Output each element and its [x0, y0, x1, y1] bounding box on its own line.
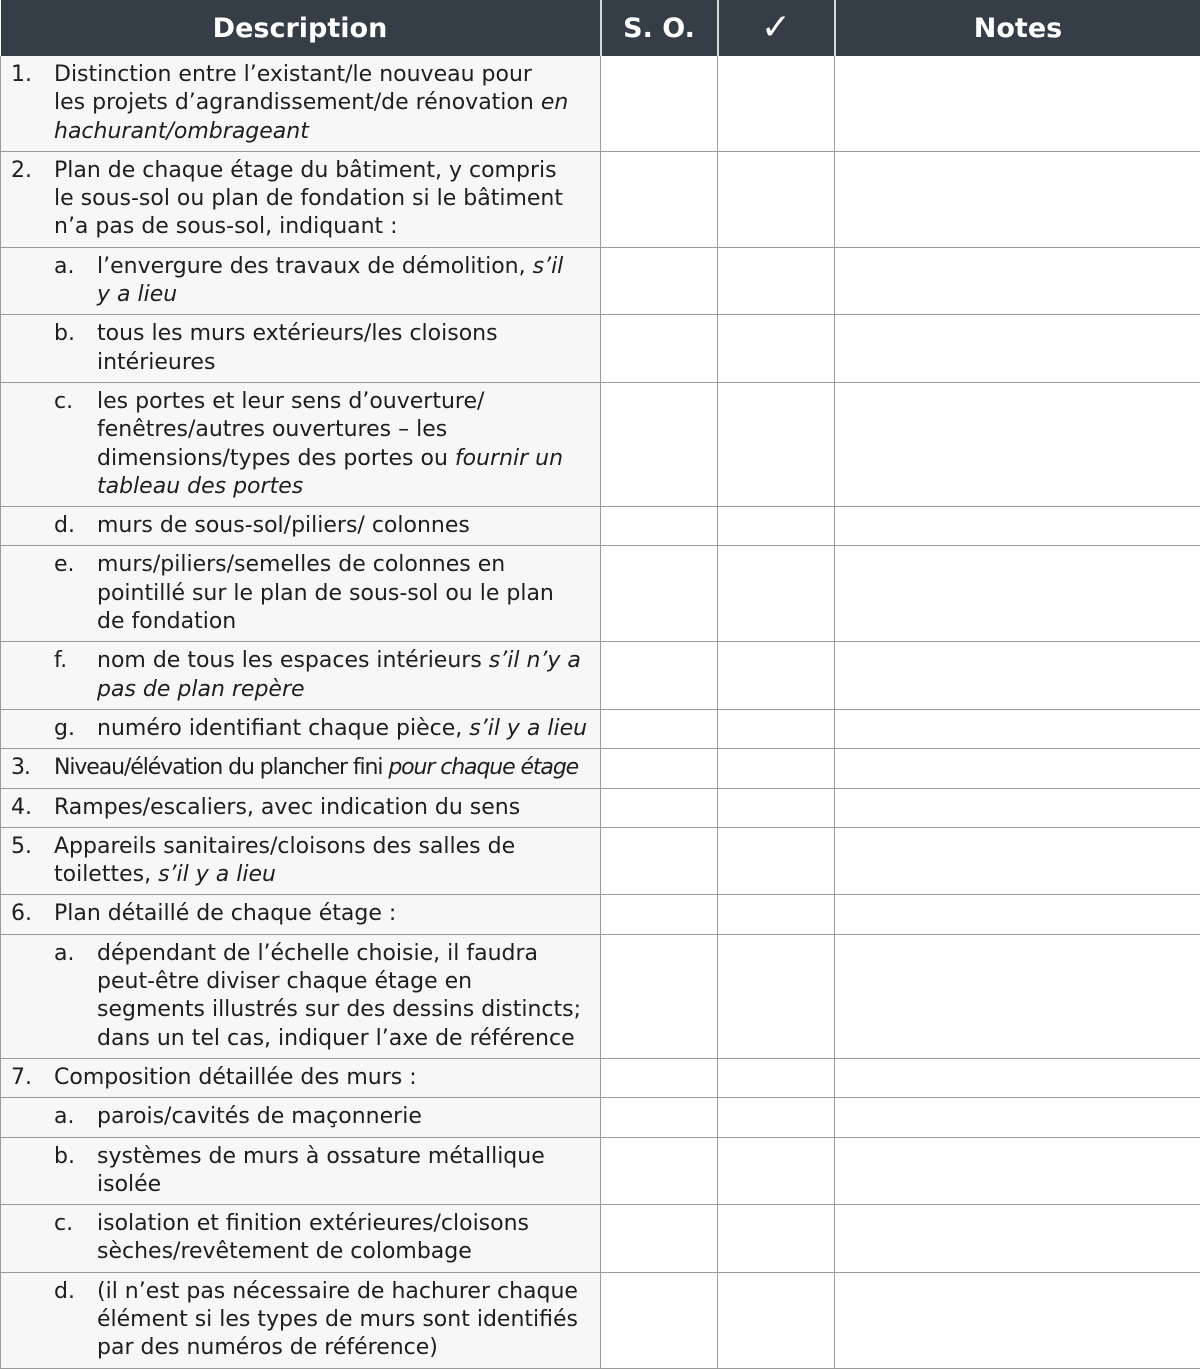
item-text-line [97, 1171, 594, 1199]
item-number: f. [1, 647, 97, 704]
check-cell[interactable] [718, 1205, 835, 1273]
item-text-line [54, 900, 594, 928]
item-text-line [54, 118, 594, 146]
description-cell [1, 827, 601, 895]
text-segment: nom de tous les espaces intérieurs [97, 648, 489, 673]
text-segment: par des numéros de référence) [97, 1335, 438, 1360]
item-text-line [97, 416, 594, 444]
item-text-line [97, 512, 594, 540]
item-text [97, 647, 594, 704]
checklist-item [1, 833, 594, 890]
checklist-item [1, 253, 594, 310]
description-cell [1, 546, 601, 642]
description-cell [1, 315, 601, 383]
item-text-line [54, 861, 594, 889]
notes-cell[interactable] [835, 315, 1200, 383]
item-text-line [97, 388, 594, 416]
italic-text-segment: s’il n’y a [489, 648, 581, 673]
item-number: 3. [1, 754, 54, 782]
description-cell [1, 1098, 601, 1137]
item-text [54, 1064, 594, 1092]
item-text [54, 794, 594, 822]
item-text-line [97, 715, 594, 743]
text-segment: Plan de chaque étage du bâtiment, y compris [54, 158, 557, 183]
text-segment: pointillé sur le plan de sous-sol ou le plan [97, 581, 554, 606]
notes-cell[interactable] [835, 1098, 1200, 1137]
checklist-item [1, 1103, 594, 1131]
check-cell[interactable] [718, 56, 835, 151]
item-text-line [97, 647, 594, 675]
item-text [97, 388, 594, 501]
notes-cell[interactable] [835, 247, 1200, 315]
item-text-line [54, 754, 594, 782]
item-number: 2. [1, 157, 54, 242]
so-cell[interactable] [601, 709, 718, 748]
text-segment: tous les murs extérieurs/les cloisons [97, 321, 498, 346]
notes-cell[interactable] [835, 749, 1200, 788]
italic-text-segment: pas de plan repère [97, 677, 305, 702]
item-text [97, 940, 594, 1053]
table-row [1, 247, 1200, 315]
text-segment: les projets d’agrandissement/de rénovation [54, 90, 541, 115]
notes-cell[interactable] [835, 709, 1200, 748]
item-text [54, 754, 594, 782]
item-text-line [54, 185, 594, 213]
table-row [1, 709, 1200, 748]
notes-cell[interactable] [835, 1137, 1200, 1205]
so-cell[interactable] [601, 1137, 718, 1205]
table-row [1, 1058, 1200, 1097]
item-text [54, 157, 594, 242]
table-row [1, 788, 1200, 827]
text-segment: murs/piliers/semelles de colonnes en [97, 552, 505, 577]
table-row [1, 151, 1200, 247]
item-text [97, 512, 594, 540]
table-row [1, 934, 1200, 1058]
item-text-line [97, 1143, 594, 1171]
text-segment: dimensions/types des portes ou [97, 446, 455, 471]
italic-text-segment: tableau des portes [97, 474, 303, 499]
notes-cell[interactable] [835, 151, 1200, 247]
item-number: d. [1, 512, 97, 540]
description-cell [1, 247, 601, 315]
so-cell[interactable] [601, 1098, 718, 1137]
item-text [97, 320, 594, 377]
text-segment: dans un tel cas, indiquer l’axe de référence [97, 1026, 575, 1051]
text-segment: sèches/revêtement de colombage [97, 1239, 472, 1264]
text-segment: peut-être diviser chaque étage en [97, 969, 472, 994]
check-cell[interactable] [718, 1272, 835, 1368]
table-row [1, 642, 1200, 710]
item-number: b. [1, 320, 97, 377]
item-number: e. [1, 551, 97, 636]
item-number: g. [1, 715, 97, 743]
item-number: 1. [1, 61, 54, 146]
description-cell [1, 709, 601, 748]
item-number: 6. [1, 900, 54, 928]
italic-text-segment: en [541, 90, 568, 115]
checklist-item [1, 647, 594, 704]
text-segment: Rampes/escaliers, avec indication du sens [54, 795, 520, 820]
item-text [54, 900, 594, 928]
check-cell[interactable] [718, 382, 835, 506]
item-text [97, 1210, 594, 1267]
so-cell[interactable] [601, 247, 718, 315]
item-text-line [97, 608, 594, 636]
check-cell[interactable] [718, 546, 835, 642]
item-text [97, 1278, 594, 1363]
checklist-item [1, 512, 594, 540]
checklist-item [1, 715, 594, 743]
text-segment: systèmes de murs à ossature métallique [97, 1144, 545, 1169]
check-cell[interactable] [718, 1058, 835, 1097]
table-row [1, 895, 1200, 934]
table-row [1, 507, 1200, 546]
item-number: 4. [1, 794, 54, 822]
item-number: a. [1, 253, 97, 310]
check-cell[interactable] [718, 1098, 835, 1137]
so-cell[interactable] [601, 507, 718, 546]
text-segment: élément si les types de murs sont identifiés [97, 1307, 578, 1332]
item-text-line [97, 1103, 594, 1131]
table-row [1, 1137, 1200, 1205]
item-number: 5. [1, 833, 54, 890]
column-header-description: Description [1, 0, 601, 56]
item-number: d. [1, 1278, 97, 1363]
item-text-line [54, 213, 594, 241]
item-text [97, 715, 594, 743]
text-segment: dépendant de l’échelle choisie, il faudra [97, 941, 538, 966]
text-segment: Distinction entre l’existant/le nouveau pour [54, 62, 532, 87]
so-cell[interactable] [601, 315, 718, 383]
column-header-so: S. O. [601, 0, 718, 56]
item-text-line [97, 1025, 594, 1053]
so-cell[interactable] [601, 895, 718, 934]
item-text-line [97, 551, 594, 579]
so-cell[interactable] [601, 642, 718, 710]
column-header-notes: Notes [835, 0, 1200, 56]
italic-text-segment: s’il y a lieu [469, 716, 587, 741]
check-cell[interactable] [718, 749, 835, 788]
item-text [97, 1143, 594, 1200]
checklist-item [1, 1064, 594, 1092]
check-cell[interactable] [718, 151, 835, 247]
check-cell[interactable] [718, 247, 835, 315]
check-cell[interactable] [718, 788, 835, 827]
item-number: c. [1, 1210, 97, 1267]
checkmark-icon: ✓ [761, 7, 791, 48]
item-text-line [97, 1334, 594, 1362]
notes-cell[interactable] [835, 934, 1200, 1058]
text-segment: parois/cavités de maçonnerie [97, 1104, 422, 1129]
so-cell[interactable] [601, 827, 718, 895]
check-cell[interactable] [718, 934, 835, 1058]
checklist-item [1, 61, 594, 146]
checklist-item [1, 388, 594, 501]
item-text-line [97, 320, 594, 348]
so-cell[interactable] [601, 934, 718, 1058]
so-cell[interactable] [601, 749, 718, 788]
checklist-item [1, 1210, 594, 1267]
italic-text-segment: fournir un [455, 446, 563, 471]
check-cell[interactable] [718, 315, 835, 383]
description-cell [1, 934, 601, 1058]
description-cell [1, 1272, 601, 1368]
column-header-check [718, 0, 835, 56]
text-segment: n’a pas de sous-sol, indiquant : [54, 214, 398, 239]
item-text [54, 61, 594, 146]
check-cell[interactable] [718, 507, 835, 546]
so-cell[interactable] [601, 1272, 718, 1368]
description-cell [1, 749, 601, 788]
text-segment: Appareils sanitaires/cloisons des salles de [54, 834, 515, 859]
checklist-item [1, 551, 594, 636]
item-text-line [97, 281, 594, 309]
text-segment: intérieures [97, 350, 215, 375]
item-text [97, 1103, 594, 1131]
so-cell[interactable] [601, 56, 718, 151]
check-cell[interactable] [718, 827, 835, 895]
table-row [1, 315, 1200, 383]
text-segment: segments illustrés sur des dessins distincts; [97, 997, 581, 1022]
item-text-line [97, 676, 594, 704]
notes-cell[interactable] [835, 895, 1200, 934]
item-text [54, 833, 594, 890]
notes-cell[interactable] [835, 1205, 1200, 1273]
so-cell[interactable] [601, 1205, 718, 1273]
text-segment: de fondation [97, 609, 236, 634]
item-text-line [54, 61, 594, 89]
so-cell[interactable] [601, 788, 718, 827]
text-segment: le sous-sol ou plan de fondation si le bâtiment [54, 186, 563, 211]
description-cell [1, 382, 601, 506]
item-text-line [54, 794, 594, 822]
text-segment: numéro identifiant chaque pièce, [97, 716, 469, 741]
checklist-item [1, 900, 594, 928]
table-header [1, 0, 1200, 56]
notes-cell[interactable] [835, 1272, 1200, 1368]
notes-cell[interactable] [835, 1058, 1200, 1097]
description-cell [1, 507, 601, 546]
notes-cell[interactable] [835, 56, 1200, 151]
so-cell[interactable] [601, 1058, 718, 1097]
notes-cell[interactable] [835, 546, 1200, 642]
description-cell [1, 151, 601, 247]
table-row [1, 1205, 1200, 1273]
notes-cell[interactable] [835, 382, 1200, 506]
item-text-line [97, 968, 594, 996]
description-cell [1, 788, 601, 827]
italic-text-segment: s’il [533, 254, 564, 279]
check-cell[interactable] [718, 642, 835, 710]
italic-text-segment: s’il y a lieu [158, 862, 276, 887]
description-cell [1, 642, 601, 710]
item-text-line [97, 445, 594, 473]
item-text [97, 551, 594, 636]
table-row [1, 382, 1200, 506]
text-segment: les portes et leur sens d’ouverture/ [97, 389, 484, 414]
so-cell[interactable] [601, 546, 718, 642]
item-text-line [54, 89, 594, 117]
item-text-line [54, 157, 594, 185]
description-cell [1, 895, 601, 934]
description-cell [1, 1058, 601, 1097]
item-text-line [97, 1306, 594, 1334]
item-text-line [97, 996, 594, 1024]
italic-text-segment: pour chaque étage [388, 755, 578, 780]
checklist-item [1, 754, 594, 782]
item-text-line [97, 473, 594, 501]
table-row [1, 749, 1200, 788]
check-cell[interactable] [718, 709, 835, 748]
description-cell [1, 1205, 601, 1273]
notes-cell[interactable] [835, 642, 1200, 710]
so-cell[interactable] [601, 382, 718, 506]
so-cell[interactable] [601, 151, 718, 247]
item-number: a. [1, 1103, 97, 1131]
checklist-item [1, 1278, 594, 1363]
table-row [1, 827, 1200, 895]
item-text-line [97, 1238, 594, 1266]
italic-text-segment: hachurant/ombrageant [54, 119, 309, 144]
text-segment: fenêtres/autres ouvertures – les [97, 417, 447, 442]
item-text-line [97, 349, 594, 377]
item-text-line [97, 580, 594, 608]
item-text [97, 253, 594, 310]
description-cell [1, 56, 601, 151]
italic-text-segment: y a lieu [97, 282, 177, 307]
notes-cell[interactable] [835, 827, 1200, 895]
table-row [1, 546, 1200, 642]
text-segment: toilettes, [54, 862, 158, 887]
item-text-line [97, 253, 594, 281]
text-segment: Composition détaillée des murs : [54, 1065, 417, 1090]
item-text-line [54, 833, 594, 861]
notes-cell[interactable] [835, 788, 1200, 827]
item-number: b. [1, 1143, 97, 1200]
checklist-item [1, 940, 594, 1053]
item-number: c. [1, 388, 97, 501]
checklist-item [1, 794, 594, 822]
item-text-line [97, 1210, 594, 1238]
table-row [1, 56, 1200, 151]
text-segment: l’envergure des travaux de démolition, [97, 254, 533, 279]
table-row [1, 1098, 1200, 1137]
text-segment: Plan détaillé de chaque étage : [54, 901, 396, 926]
header-row [1, 0, 1200, 56]
description-cell [1, 1137, 601, 1205]
table-row [1, 1272, 1200, 1368]
text-segment: Niveau/élévation du plancher fini [54, 755, 388, 780]
item-text-line [97, 1278, 594, 1306]
item-text-line [97, 940, 594, 968]
item-number: 7. [1, 1064, 54, 1092]
text-segment: (il n’est pas nécessaire de hachurer chaque [97, 1279, 578, 1304]
text-segment: murs de sous-sol/piliers/ colonnes [97, 513, 470, 538]
checklist-item [1, 1143, 594, 1200]
item-number: a. [1, 940, 97, 1053]
notes-cell[interactable] [835, 507, 1200, 546]
text-segment: isolée [97, 1172, 161, 1197]
checklist-item [1, 157, 594, 242]
check-cell[interactable] [718, 1137, 835, 1205]
text-segment: isolation et finition extérieures/cloisons [97, 1211, 529, 1236]
item-text-line [54, 1064, 594, 1092]
table-body [1, 56, 1200, 1368]
checklist-item [1, 320, 594, 377]
check-cell[interactable] [718, 895, 835, 934]
